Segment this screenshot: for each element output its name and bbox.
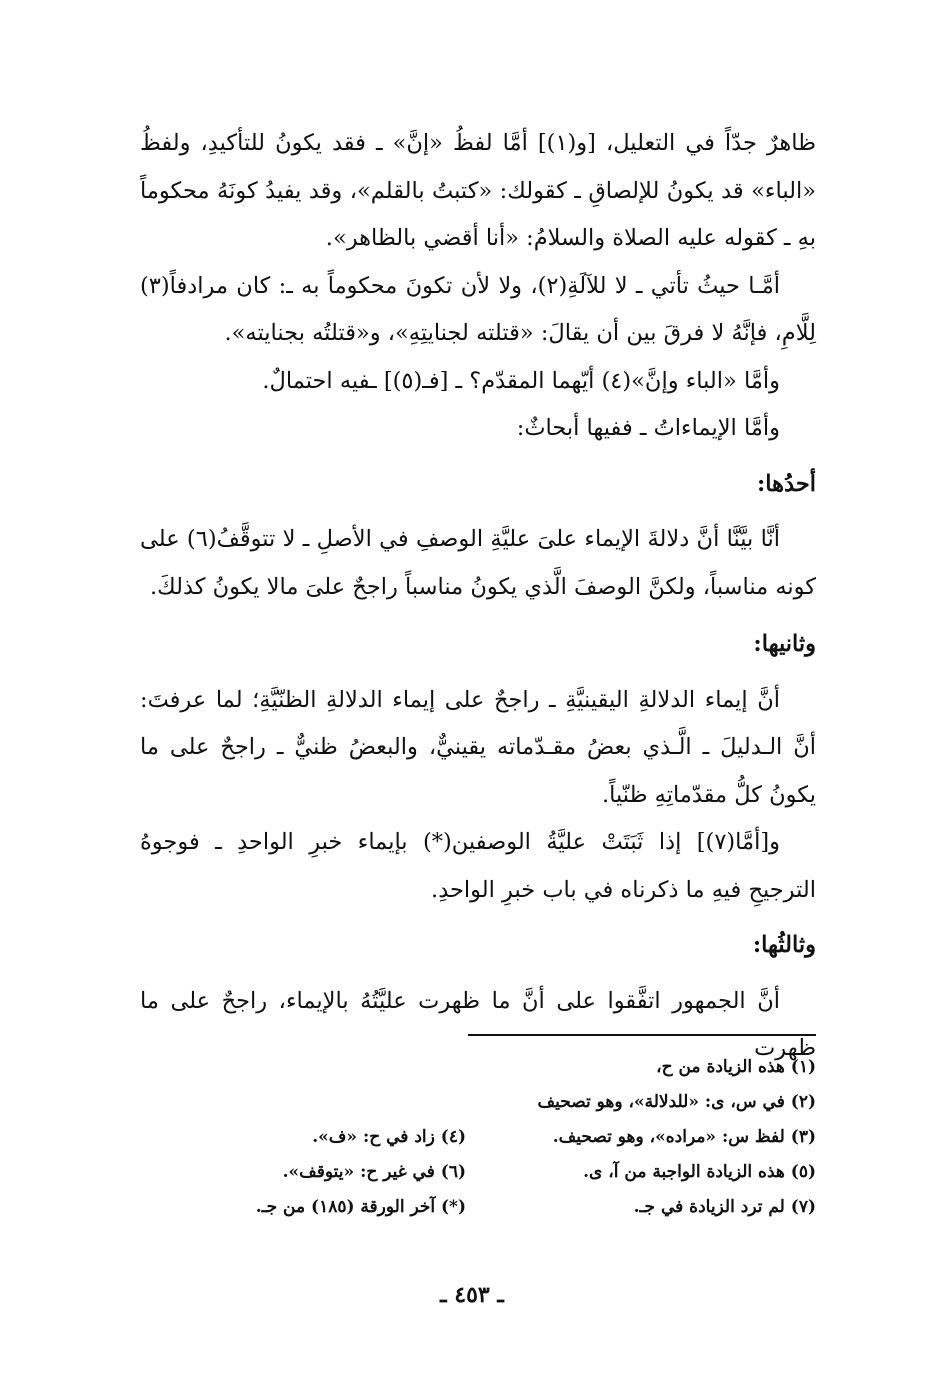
paragraph-3: وأمَّا «الباء وإنَّ»(٤) أيّهما المقدّم؟ ـ [فـ(٥)] ـفيه احتمالٌ. <box>262 367 780 394</box>
footnote-row-2 <box>140 1085 816 1120</box>
section-heading-first: أحدُها: <box>757 470 816 497</box>
section-heading-second: وثانيها: <box>753 631 816 657</box>
main-text-block <box>140 120 816 1073</box>
footnote-4: (٤) زاد في ح: «ف». <box>312 1127 466 1147</box>
footnote-8: (*) آخر الورقة (١٨٥) من جـ. <box>255 1197 466 1217</box>
paragraph-4: وأمَّا الإيماءاتُ ـ ففيها أبحاثٌ: <box>516 415 780 441</box>
footnote-1: (١) هذه الزيادة من ح، <box>656 1057 816 1077</box>
footnote-row-4 <box>140 1155 816 1190</box>
footnote-2: (٢) في س، ى: «للدلالة»، وهو تصحيف <box>537 1092 816 1112</box>
paragraph-5: أنَّا بيَّنَّا أنَّ دلالةَ الإيماء علىَ عليَّةِ الوصفِ في الأصلِ ـ لا تتوقَّفُ(٦) على كونه مناسباً، ولكنَّ الوصفَ الَّذي يكونُ مناسباً راجحٌ علىَ مالا يكونُ كذلكَ. <box>140 526 816 600</box>
paragraph-8: أنَّ الجمهور اتفَّقوا على أنَّ ما ظهرت عليَّتُهُ بالإيماء، راجحٌ على ما ظهرت <box>140 987 816 1061</box>
footnote-row-1 <box>140 1050 816 1085</box>
footnote-row-3 <box>140 1120 816 1155</box>
page-number: ـ ٤٥٣ ـ <box>440 1282 504 1308</box>
section-heading-third: وثالثُها: <box>752 932 816 958</box>
footnote-5: (٥) هذه الزيادة الواجبة من آ، ى. <box>583 1162 816 1182</box>
footnotes-block <box>140 1050 816 1225</box>
paragraph-6: أنَّ إيماء الدلالةِ اليقينيَّةِ ـ راجحٌ على إيماء الدلالةِ الظنّيَّةِ؛ لما عرفتَ: أنَّ الـدليلَ ـ الَّـذي بعضُ مقـدّماته يقينيٌّ، والبعضُ ظنيٌّ ـ راجحٌ على ما يكونُ كلُّ مقدّماتِهِ ظنّياً. <box>140 686 816 808</box>
footnote-3: (٣) لفظ س: «مراده»، وهو تصحيف. <box>552 1127 816 1147</box>
footnote-7: (٧) لم ترد الزيادة في جـ. <box>633 1197 816 1217</box>
paragraph-1: ظاهرٌ جدّاً في التعليل، [و(١)] أمَّا لفظُ «إنَّ» ـ فقد يكونُ للتأكيدِ، ولفظُ «الباء» قد يكونُ للإلصاقِ ـ كقولك: «كتبتُ بالقلم»، وقد يفيدُ كونَهُ محكوماً بهِ ـ كقوله عليه الصلاة والسلامُ: «أنا أقضي بالظاهر». <box>140 130 816 251</box>
footnote-separator-line <box>468 1034 816 1036</box>
paragraph-7: و[أمَّا(٧)] إذا ثَبَتَتْ عليَّةُ الوصفين(*) بإيماء خبرِ الواحدِ ـ فوجوهُ الترجيحِ فيهِ ما ذكرناه في باب خبرِ الواحدِ. <box>140 829 816 903</box>
footnote-6: (٦) في غير ح: «يتوقف». <box>282 1162 466 1182</box>
footnote-row-5 <box>140 1190 816 1225</box>
paragraph-2: أمَّـا حيثُ تأتي ـ لا للآلَةِ(٢)، ولا لأن تكونَ محكوماً به ـ: كان مرادفاً(٣) لِلَّامِ، فإنَّهُ لا فرقَ بين أن يقالَ: «قتلته لجنايتِهِ»، و«قتلتُه بجنايته». <box>140 272 816 346</box>
